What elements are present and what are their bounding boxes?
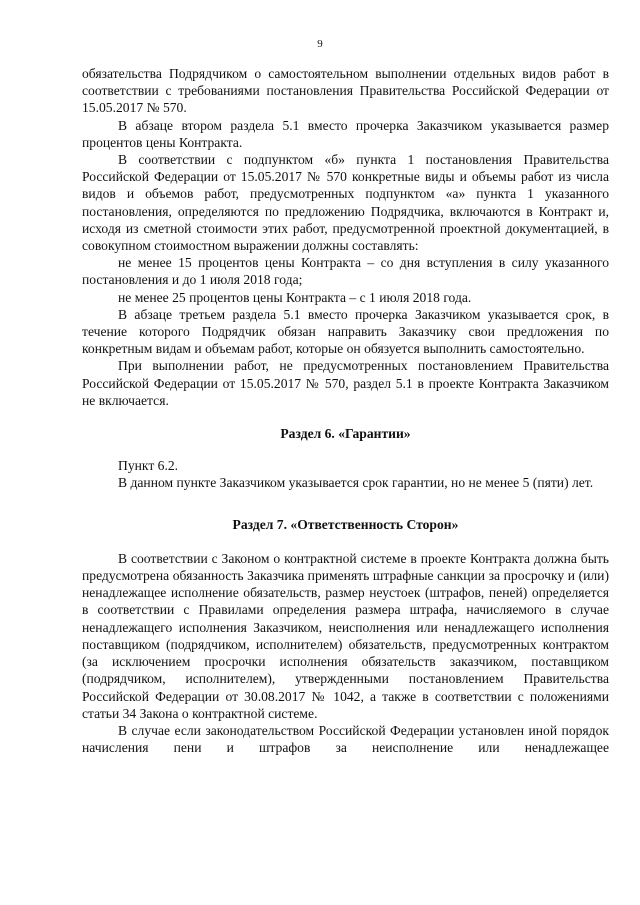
paragraph: обязательства Подрядчиком о самостоятельном выполнении отдельных видов работ в соответствии с требованиями постановления Правительства Российской Федерации от 15.05.2017 № 570. — [82, 66, 609, 116]
section-7-text — [82, 550, 609, 756]
paragraph: При выполнении работ, не предусмотренных постановлением Правительства Российской Федерации от 15.05.2017 № 570, раздел 5.1 в проекте Контракта Заказчиком не включается. — [82, 358, 609, 408]
paragraph: В данном пункте Заказчиком указывается срок гарантии, но не менее 5 (пяти) лет. — [118, 475, 594, 491]
paragraph: Пункт 6.2. — [118, 458, 179, 474]
section-6-heading: Раздел 6. «Гарантии» — [280, 426, 411, 442]
page-number: 9 — [317, 38, 323, 50]
paragraph: В соответствии с подпунктом «б» пункта 1 постановления Правительства Российской Федерации от 15.05.2017 № 570 конкретные виды и объемы работ из числа видов и объемов работ, предусмотренных подпунктом «а» пункта 1 указанного постановления, определяются по предложению Подрядчика, включаются в Контракт и, исходя из сметной стоимости этих работ, предусмотренной проектной документацией, в совокупном стоимостном выражении должны составлять: — [82, 152, 609, 254]
paragraph: В абзаце третьем раздела 5.1 вместо прочерка Заказчиком указывается срок, в течение которого Подрядчик обязан направить Заказчику свои предложения по конкретным видам и объемам работ, которые он обязуется выполнить самостоятельно. — [82, 306, 609, 357]
paragraph: В случае если законодательством Российской Федерации установлен иной порядок начисления пени и штрафов за неисполнение или ненадлежащее — [82, 722, 609, 756]
paragraph: В абзаце втором раздела 5.1 вместо прочерка Заказчиком указывается размер процентов цены Контракта. — [82, 117, 609, 150]
paragraph: не менее 15 процентов цены Контракта – со дня вступления в силу указанного постановления и до 1 июля 2018 года; — [82, 255, 609, 288]
paragraph: В соответствии с Законом о контрактной системе в проекте Контракта должна быть предусмотрена обязанность Заказчика применять штрафные санкции за просрочку и (или) ненадлежащее исполнение обязательств, размер неустоек (штрафов, пеней) определяется в соответствии с Правилами определения размера штрафа, начисляемого в случае ненадлежащего исполнения Заказчиком, неисполнения или ненадлежащего исполнения поставщиком (подрядчиком, исполнителем) обязательств, предусмотренных контрактом (за исключением просрочки исполнения обязательств заказчиком, поставщиком (подрядчиком, исполнителем), утвержденными постановлением Правительства Российской Федерации от 30.08.2017 № 1042, а также в соответствии с положениями статьи 34 Закона о контрактной системе. — [82, 550, 609, 721]
paragraph: не менее 25 процентов цены Контракта – с 1 июля 2018 года. — [118, 289, 472, 305]
section-7-heading: Раздел 7. «Ответственность Сторон» — [232, 516, 459, 532]
document-body — [82, 65, 609, 756]
section-5-text — [82, 65, 609, 409]
section-6-text — [82, 457, 609, 491]
